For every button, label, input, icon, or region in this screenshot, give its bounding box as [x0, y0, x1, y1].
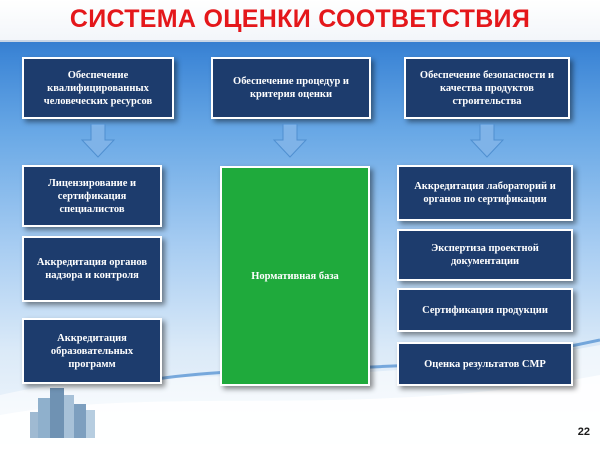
top-box-human-resources	[22, 57, 174, 119]
right-box-expertise	[397, 229, 573, 281]
top-box-human-resources-label: Обеспечение квалифицированных человеческих ресурсов	[43, 69, 153, 107]
right-box-certification-label: Сертификация продукции	[422, 304, 548, 316]
arrow-down-icon	[469, 124, 505, 158]
right-box-smr-results-label: Оценка результатов СМР	[424, 358, 546, 370]
page-number: 22	[577, 426, 590, 438]
arrow-down-icon	[272, 124, 308, 158]
top-box-safety-quality	[404, 57, 570, 119]
top-box-procedures-label: Обеспечение процедур и критерия оценки	[233, 76, 349, 100]
arrow-down-icon	[80, 124, 116, 158]
right-box-accreditation-labs	[397, 165, 573, 221]
right-box-expertise-label: Экспертиза проектной документации	[431, 243, 539, 267]
center-box-regulatory-base-label: Нормативная база	[251, 270, 339, 282]
left-box-supervision-label: Аккредитация органов надзора и контроля	[36, 257, 148, 281]
left-box-education-label: Аккредитация образовательных программ	[50, 332, 134, 370]
right-box-smr-results	[397, 342, 573, 386]
left-box-supervision	[22, 236, 162, 302]
top-box-procedures	[211, 57, 371, 119]
right-box-accreditation-labs-label: Аккредитация лабораторий и органов по сертификации	[414, 181, 556, 205]
left-box-education	[22, 318, 162, 384]
center-box-regulatory-base	[220, 166, 370, 386]
right-box-certification	[397, 288, 573, 332]
slide-title: СИСТЕМА ОЦЕНКИ СООТВЕТСТВИЯ	[69, 5, 531, 33]
left-box-licensing-label: Лицензирование и сертификация специалистов	[47, 177, 137, 215]
top-box-safety-quality-label: Обеспечение безопасности и качества продуктов строительства	[419, 69, 555, 107]
left-box-licensing	[22, 165, 162, 227]
